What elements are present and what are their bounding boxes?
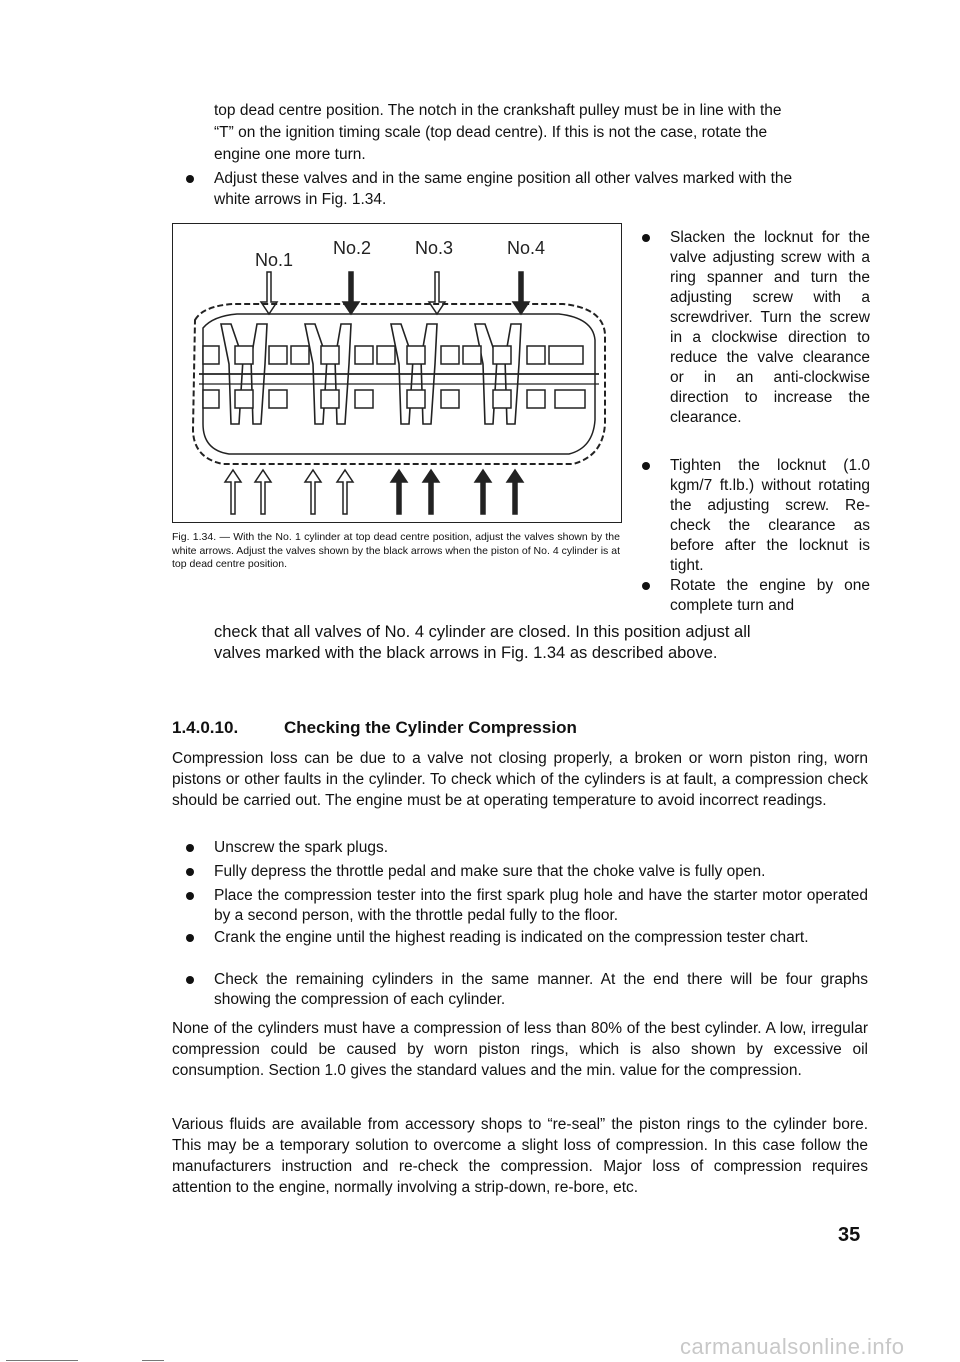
intro-line-2: “T” on the ignition timing scale (top dead centre). If this is not the case, rotate the xyxy=(214,124,768,141)
intro-line-1: top dead centre position. The notch in the crankshaft pulley must be in line with the xyxy=(214,102,782,119)
bottom-arrows xyxy=(225,470,523,514)
section-intro: Compression loss can be due to a valve not closing properly, a broken or worn piston ring, worn pistons or other faults in the cylinder. To check which of the cylinders is at fault, a compression check should be carried out. The engine must be at operating temperature to avoid incorrect readings. xyxy=(172,750,868,809)
section-number: 1.4.0.10. xyxy=(172,718,239,737)
step-place-tester: Place the compression tester into the first spark plug hole and have the starter motor operated by a second person, with the throttle pedal fully to the floor. xyxy=(214,887,868,924)
continuation-line-1: check that all valves of No. 4 cylinder are closed. In this position adjust all xyxy=(214,623,751,641)
top-arrow-black-2 xyxy=(343,272,359,314)
para-fluids: Various fluids are available from accessory shops to “re-seal” the piston rings to the cylinder bore. This may be a temporary solution to overcome a slight loss of compression. In this case follow the manufacturers instruction and re-check the compression. Major loss of compression requires attention to the engine, normally involving a strip-down, re-bore, etc. xyxy=(172,1116,868,1196)
top-arrow-white-1 xyxy=(261,272,277,314)
para-limits: None of the cylinders must have a compression of less than 80% of the best cylinder. A low, irregular compression could be caused by worn piston rings, which is also shown by excessive oil consumption. Section 1.0 gives the standard values and the min. value for the compression. xyxy=(172,1020,868,1079)
section-title: Checking the Cylinder Compression xyxy=(284,718,577,737)
intro-line-3: engine one more turn. xyxy=(214,146,366,163)
bottom-rule-left xyxy=(6,1360,78,1361)
cylinder-label-4: No.4 xyxy=(507,238,546,258)
valve-diagram xyxy=(173,224,620,521)
cylinder-label-2: No.2 xyxy=(333,238,372,258)
right-bullet-slacken: Slacken the locknut for the valve adjusting screw with a ring spanner and turn the adjusting screw with a screwdriver. Turn the screw in a clockwise direction to reduce the valve clearance or in an anti-clockwise direction to increase the clearance. xyxy=(670,229,870,426)
cylinder-label-1: No.1 xyxy=(255,250,294,270)
step-depress: Fully depress the throttle pedal and make sure that the choke valve is fully open. xyxy=(214,862,868,882)
adjust-bullet-line-2: white arrows in Fig. 1.34. xyxy=(214,191,387,208)
step-check-remaining: Check the remaining cylinders in the same manner. At the end there will be four graphs showing the compression of each cylinder. xyxy=(214,971,868,1008)
continuation-line-2: valves marked with the black arrows in Fig. 1.34 as described above. xyxy=(214,644,718,662)
right-bullet-tighten: Tighten the locknut (1.0 kgm/7 ft.lb.) without rotating the adjusting screw. Re-check the clearance as before after the locknut is tight. xyxy=(670,457,870,574)
watermark: carmanualsonline.info xyxy=(680,1334,905,1359)
page-number: 35 xyxy=(838,1224,861,1246)
top-arrow-black-4 xyxy=(513,272,529,314)
step-crank: Crank the engine until the highest reading is indicated on the compression tester chart. xyxy=(214,928,868,948)
step-unscrew: Unscrew the spark plugs. xyxy=(214,838,868,858)
figure-caption: Fig. 1.34. — With the No. 1 cylinder at top dead centre position, adjust the valves shown by the white arrows. Adjust the valves shown by the black arrows when the piston of No. 4 cylinder is at top dead centre position. xyxy=(172,531,620,570)
right-bullet-rotate: Rotate the engine by one complete turn and xyxy=(670,577,870,614)
cylinder-label-3: No.3 xyxy=(415,238,454,258)
bottom-rule-mid xyxy=(142,1360,164,1361)
top-arrow-white-3 xyxy=(429,272,445,314)
adjust-bullet-line-1: Adjust these valves and in the same engine position all other valves marked with the xyxy=(214,170,793,187)
valve-diagram-figure xyxy=(172,223,622,523)
